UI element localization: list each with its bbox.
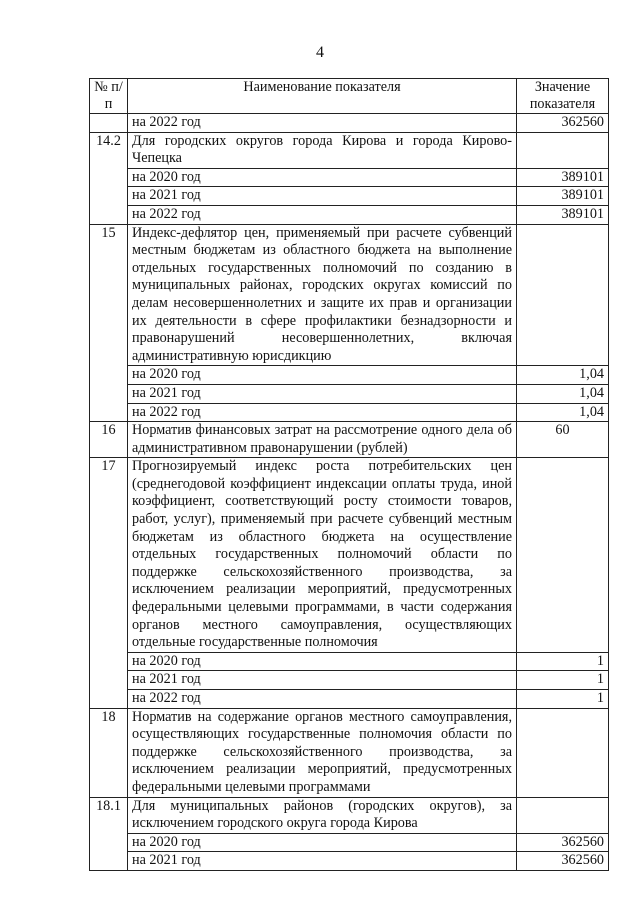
row-name: на 2022 год	[128, 403, 517, 422]
row-value	[517, 132, 609, 168]
table-row	[90, 132, 609, 168]
column-header-value: Значение показателя	[517, 79, 609, 114]
row-value: 362560	[517, 114, 609, 133]
table-row	[90, 797, 609, 833]
row-value	[517, 708, 609, 797]
column-header-number: № п/п	[90, 79, 128, 114]
row-value	[517, 458, 609, 653]
row-value: 389101	[517, 187, 609, 206]
row-value: 1	[517, 671, 609, 690]
table-row	[90, 168, 609, 187]
row-value: 60	[517, 422, 609, 458]
row-value: 1	[517, 690, 609, 709]
row-name: Прогнозируемый индекс роста потребительских цен (среднегодовой коэффициент индексации оплаты труда, иной коэффициент, соответствующий росту стоимости товаров, работ, услуг), применяемый при расчете субвенций местным бюджетам из областного бюджета на осуществление отдельных государственных полномочий области по поддержке сельскохозяйственного производства, за исключением реализации мероприятий, предусмотренных федеральными целевыми программами, в части содержания органов местного самоуправления, осуществляющих отдельные государственные полномочия	[128, 458, 517, 653]
page-number: 4	[316, 44, 324, 61]
table-row	[90, 833, 609, 852]
row-name: Для муниципальных районов (городских округов), за исключением городского округа города Кирова	[128, 797, 517, 833]
row-value: 1	[517, 652, 609, 671]
column-header-name: Наименование показателя	[128, 79, 517, 114]
row-value: 1,04	[517, 366, 609, 385]
row-number: 18.1	[90, 797, 128, 870]
row-name: Индекс-дефлятор цен, применяемый при расчете субвенций местным бюджетам из областного бюджета на выполнение отдельных государственных полномочий по созданию в муниципальных районах, городских округах комиссий по делам несовершеннолетних и защите их прав и организации их деятельности в сфере профилактики безнадзорности и правонарушений несовершеннолетних, включая административную юрисдикцию	[128, 224, 517, 366]
row-value: 362560	[517, 833, 609, 852]
row-name: на 2020 год	[128, 366, 517, 385]
row-number: 17	[90, 458, 128, 708]
table-header-row	[90, 79, 609, 114]
row-value	[517, 224, 609, 366]
table-row	[90, 652, 609, 671]
table-row	[90, 458, 609, 653]
row-value: 1,04	[517, 384, 609, 403]
row-number: 15	[90, 224, 128, 422]
table-row	[90, 384, 609, 403]
table-row	[90, 224, 609, 366]
table-row	[90, 187, 609, 206]
row-name: Для городских округов города Кирова и города Кирово-Чепецка	[128, 132, 517, 168]
row-number: 18	[90, 708, 128, 797]
indicators-table	[89, 78, 609, 871]
row-value: 362560	[517, 852, 609, 871]
table-row	[90, 852, 609, 871]
row-number: 16	[90, 422, 128, 458]
row-name: на 2021 год	[128, 852, 517, 871]
row-name: на 2020 год	[128, 833, 517, 852]
row-number	[90, 114, 128, 133]
table-row	[90, 403, 609, 422]
row-value	[517, 797, 609, 833]
row-name: на 2022 год	[128, 690, 517, 709]
row-name: на 2021 год	[128, 671, 517, 690]
row-name: на 2020 год	[128, 652, 517, 671]
table-row	[90, 366, 609, 385]
table-row	[90, 671, 609, 690]
row-name: на 2022 год	[128, 114, 517, 133]
row-name: на 2022 год	[128, 205, 517, 224]
table-row	[90, 422, 609, 458]
row-value: 389101	[517, 168, 609, 187]
row-name: на 2021 год	[128, 187, 517, 206]
table-row	[90, 205, 609, 224]
row-name: Норматив на содержание органов местного самоуправления, осуществляющих государственные полномочия области по поддержке сельскохозяйственного производства, за исключением реализации мероприятий, предусмотренных федеральными целевыми программами	[128, 708, 517, 797]
row-value: 389101	[517, 205, 609, 224]
row-name: на 2021 год	[128, 384, 517, 403]
row-name: Норматив финансовых затрат на рассмотрение одного дела об административном правонарушении (рублей)	[128, 422, 517, 458]
row-value: 1,04	[517, 403, 609, 422]
row-number: 14.2	[90, 132, 128, 224]
table-row	[90, 690, 609, 709]
table-row	[90, 708, 609, 797]
table-row	[90, 114, 609, 133]
row-name: на 2020 год	[128, 168, 517, 187]
